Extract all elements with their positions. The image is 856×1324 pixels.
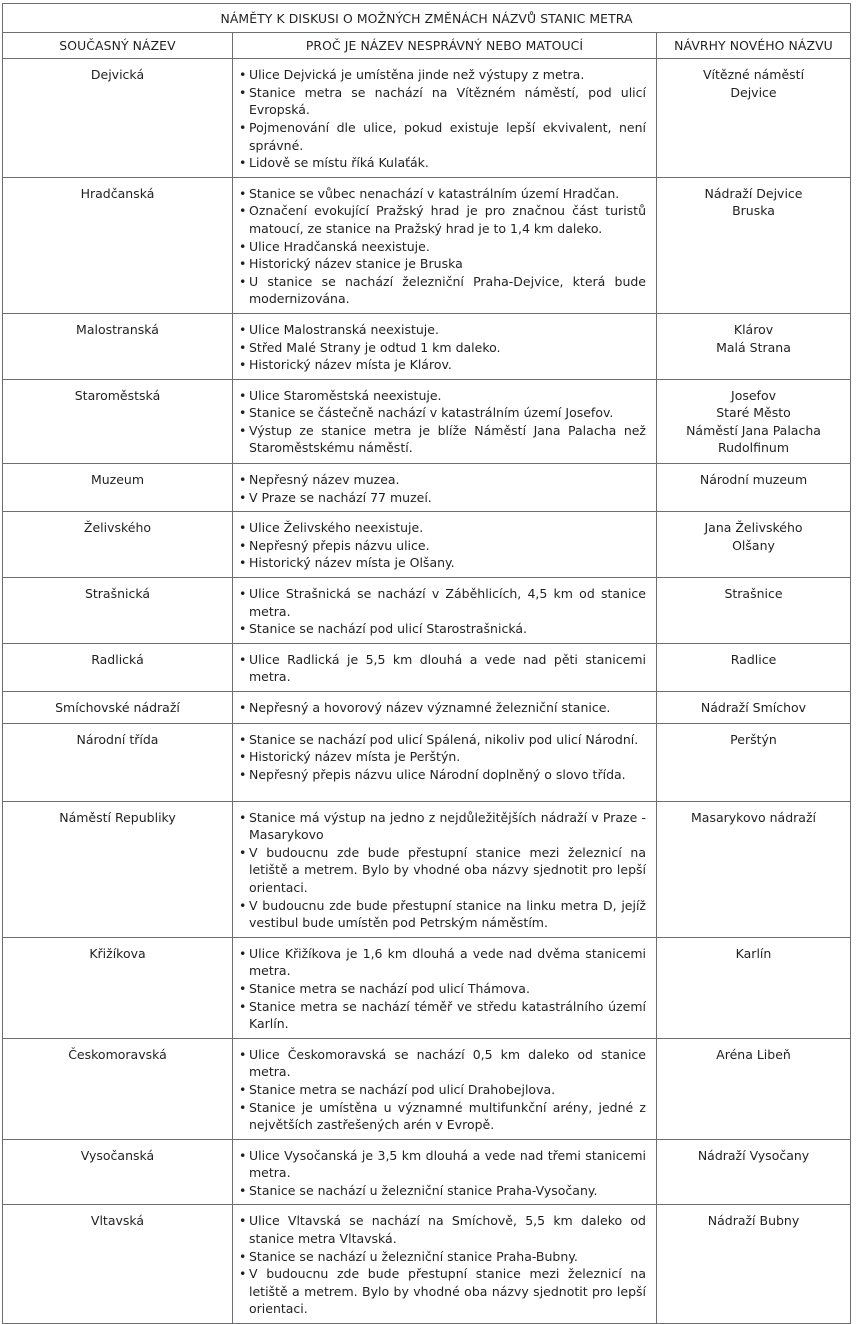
table-row (3, 464, 851, 512)
proposals-cell (657, 379, 851, 463)
proposals-cell (657, 512, 851, 578)
reason-item: • Historický název místa je Olšany. (239, 554, 646, 572)
current-station-name: Křižíkova (3, 937, 233, 1038)
table-row (3, 692, 851, 724)
reason-item: • Stanice metra se nachází na Vítězném náměstí, pod ulicí Evropská. (239, 84, 646, 119)
proposed-name: Strašnice (724, 586, 783, 602)
header-current-name: SOUČASNÝ NÁZEV (3, 32, 233, 59)
proposals-cell (657, 1139, 851, 1205)
reason-item: • Stanice se částečně nachází v katastrálním území Josefov. (239, 404, 646, 422)
current-station-name: Vysočanská (3, 1139, 233, 1205)
reasons-cell (233, 643, 657, 691)
proposals-cell (657, 1205, 851, 1324)
proposals-cell (657, 59, 851, 178)
reason-item: • Střed Malé Strany je odtud 1 km daleko. (239, 339, 646, 357)
proposals-cell (657, 1038, 851, 1139)
reasons-cell (233, 578, 657, 644)
table-row (3, 801, 851, 937)
reason-item: • V budoucnu zde bude přestupní stanice mezi železnicí na letiště a metrem. Bylo by vhodné oba názvy sjednotit pro lepší orientaci. (239, 844, 646, 897)
reasons-cell (233, 692, 657, 724)
table-row (3, 643, 851, 691)
proposed-name: Radlice (730, 651, 777, 667)
proposed-name: Nádraží Vysočany (697, 1147, 810, 1163)
reasons-cell (233, 59, 657, 178)
reason-item: • Ulice Malostranská neexistuje. (239, 321, 646, 339)
reason-item: • Označení evokující Pražský hrad je pro značnou část turistů matoucí, ze stanice na Pražský hrad je to 1,4 km daleko. (239, 202, 646, 237)
reason-item: • Ulice Radlická je 5,5 km dlouhá a vede nad pěti stanicemi metra. (239, 651, 646, 686)
proposed-name: Náměstí Jana Palacha (686, 422, 821, 438)
reasons-cell (233, 801, 657, 937)
proposed-name: Nádraží Bubny (707, 1213, 800, 1229)
table-row (3, 1139, 851, 1205)
table-title-row (3, 4, 851, 33)
table-row (3, 313, 851, 379)
proposed-name: Masarykovo nádraží (691, 809, 816, 825)
proposed-name: Národní muzeum (699, 472, 808, 488)
reason-item: • Lidově se místu říká Kulaťák. (239, 154, 646, 172)
proposals-cell (657, 313, 851, 379)
proposed-name: Staré Město (716, 405, 791, 421)
proposed-name: Aréna Libeň (716, 1046, 791, 1062)
current-station-name: Národní třída (3, 723, 233, 801)
reason-list (239, 585, 646, 638)
current-station-name: Radlická (3, 643, 233, 691)
reason-list (239, 1046, 646, 1134)
proposed-name: Olšany (732, 537, 775, 553)
reasons-cell (233, 723, 657, 801)
proposed-name: Dejvice (730, 84, 777, 100)
current-station-name: Vltavská (3, 1205, 233, 1324)
table-row (3, 723, 851, 801)
header-proposals: NÁVRHY NOVÉHO NÁZVU (657, 32, 851, 59)
reason-item: • V Praze se nachází 77 muzeí. (239, 489, 646, 507)
reason-item: • Ulice Staroměstská neexistuje. (239, 387, 646, 405)
reason-item: • Ulice Českomoravská se nachází 0,5 km daleko od stanice metra. (239, 1046, 646, 1081)
current-station-name: Želivského (3, 512, 233, 578)
proposed-name: Josefov (731, 387, 776, 403)
reason-list (239, 1147, 646, 1200)
proposed-name: Perštýn (730, 731, 777, 747)
reason-list (239, 185, 646, 308)
proposed-name: Bruska (732, 203, 775, 219)
reason-item: • V budoucnu zde bude přestupní stanice na linku metra D, jejíž vestibul bude umístěn pod Petrským náměstím. (239, 897, 646, 932)
reason-list (239, 471, 646, 506)
proposals-cell (657, 723, 851, 801)
reason-item: • Stanice se nachází pod ulicí Starostrašnická. (239, 620, 646, 638)
table-row (3, 1038, 851, 1139)
reason-item: • Stanice má výstup na jedno z nejdůležitějších nádraží v Praze - Masarykovo (239, 809, 646, 844)
reason-list (239, 519, 646, 572)
current-station-name: Malostranská (3, 313, 233, 379)
reason-item: • V budoucnu zde bude přestupní stanice mezi železnicí na letiště a metrem. Bylo by vhodné oba názvy sjednotit pro lepší orientaci. (239, 1265, 646, 1318)
proposed-name: Jana Želivského (704, 520, 803, 536)
reason-list (239, 945, 646, 1033)
reason-list (239, 321, 646, 374)
table-row (3, 937, 851, 1038)
table-title: NÁMĚTY K DISKUSI O MOŽNÝCH ZMĚNÁCH NÁZVŮ STANIC METRA (3, 4, 851, 33)
proposals-cell (657, 643, 851, 691)
proposals-cell (657, 937, 851, 1038)
table-row (3, 177, 851, 313)
current-station-name: Českomoravská (3, 1038, 233, 1139)
reason-item: • Ulice Dejvická je umístěna jinde než výstupy z metra. (239, 66, 646, 84)
reasons-cell (233, 464, 657, 512)
reason-item: • Ulice Hradčanská neexistuje. (239, 238, 646, 256)
reason-item: • Ulice Vysočanská je 3,5 km dlouhá a vede nad třemi stanicemi metra. (239, 1147, 646, 1182)
reason-list (239, 699, 646, 717)
current-station-name: Smíchovské nádraží (3, 692, 233, 724)
reason-item: • Stanice se nachází u železniční stanice Praha-Bubny. (239, 1248, 646, 1266)
reason-item: • Stanice metra se nachází pod ulicí Drahobejlova. (239, 1081, 646, 1099)
reason-item: • Stanice se nachází pod ulicí Spálená, nikoliv pod ulicí Národní. (239, 731, 646, 749)
reason-item: • U stanice se nachází železniční Praha-Dejvice, která bude modernizována. (239, 273, 646, 308)
reasons-cell (233, 1205, 657, 1324)
reasons-cell (233, 937, 657, 1038)
proposed-name: Karlín (735, 945, 772, 961)
reason-list (239, 387, 646, 457)
reason-item: • Ulice Strašnická se nachází v Záběhlicích, 4,5 km od stanice metra. (239, 585, 646, 620)
current-station-name: Staroměstská (3, 379, 233, 463)
reason-list (239, 731, 646, 784)
reasons-cell (233, 177, 657, 313)
reason-item: • Stanice metra se nachází pod ulicí Thámova. (239, 980, 646, 998)
proposals-cell (657, 578, 851, 644)
reasons-cell (233, 379, 657, 463)
reason-item: • Stanice se vůbec nenachází v katastrálním území Hradčan. (239, 185, 646, 203)
reason-item: • Stanice je umístěna u významné multifunkční arény, jedné z největších zastřešených arén v Evropě. (239, 1099, 646, 1134)
current-station-name: Dejvická (3, 59, 233, 178)
reason-list (239, 66, 646, 172)
reasons-cell (233, 1038, 657, 1139)
current-station-name: Muzeum (3, 464, 233, 512)
proposed-name: Rudolfinum (718, 440, 789, 456)
reason-item: • Historický název místa je Klárov. (239, 356, 646, 374)
proposals-cell (657, 177, 851, 313)
table-row (3, 578, 851, 644)
table-row (3, 59, 851, 178)
reason-item: • Nepřesný přepis názvu ulice. (239, 537, 646, 555)
reason-item: • Ulice Vltavská se nachází na Smíchově, 5,5 km daleko od stanice metra Vltavská. (239, 1212, 646, 1247)
reason-item: • Stanice metra se nachází téměř ve středu katastrálního území Karlín. (239, 998, 646, 1033)
current-station-name: Hradčanská (3, 177, 233, 313)
reason-item: • Stanice se nachází u železniční stanice Praha-Vysočany. (239, 1182, 646, 1200)
proposals-cell (657, 464, 851, 512)
proposed-name: Vítězné náměstí (702, 67, 805, 83)
reason-item: • Výstup ze stanice metra je blíže Náměstí Jana Palacha než Staroměstskému náměstí. (239, 422, 646, 457)
reason-list (239, 1212, 646, 1318)
reasons-cell (233, 313, 657, 379)
current-station-name: Strašnická (3, 578, 233, 644)
reason-item: • Nepřesný název muzea. (239, 471, 646, 489)
proposals-cell (657, 692, 851, 724)
table-body (3, 59, 851, 1324)
reason-item: • Ulice Křižíkova je 1,6 km dlouhá a vede nad dvěma stanicemi metra. (239, 945, 646, 980)
reason-list (239, 651, 646, 686)
reason-list (239, 809, 646, 932)
current-station-name: Náměstí Republiky (3, 801, 233, 937)
table-row (3, 512, 851, 578)
proposals-cell (657, 801, 851, 937)
proposed-name: Nádraží Dejvice (704, 185, 803, 201)
reason-item: • Historický název stanice je Bruska (239, 255, 646, 273)
proposed-name: Nádraží Smíchov (700, 700, 807, 715)
reason-item: • Nepřesný a hovorový název významné železniční stanice. (239, 699, 646, 717)
proposed-name: Malá Strana (716, 339, 791, 355)
station-rename-table (2, 3, 851, 1324)
header-reason: PROČ JE NÁZEV NESPRÁVNÝ NEBO MATOUCÍ (233, 32, 657, 59)
document-page (2, 3, 850, 1324)
table-row (3, 379, 851, 463)
reasons-cell (233, 1139, 657, 1205)
reason-item: • Pojmenování dle ulice, pokud existuje lepší ekvivalent, není správné. (239, 119, 646, 154)
reasons-cell (233, 512, 657, 578)
table-header-row (3, 32, 851, 59)
reason-item: • Nepřesný přepis názvu ulice Národní doplněný o slovo třída. (239, 766, 646, 784)
reason-item: • Historický název místa je Perštýn. (239, 748, 646, 766)
table-row (3, 1205, 851, 1324)
reason-item: • Ulice Želivského neexistuje. (239, 519, 646, 537)
proposed-name: Klárov (733, 321, 774, 337)
